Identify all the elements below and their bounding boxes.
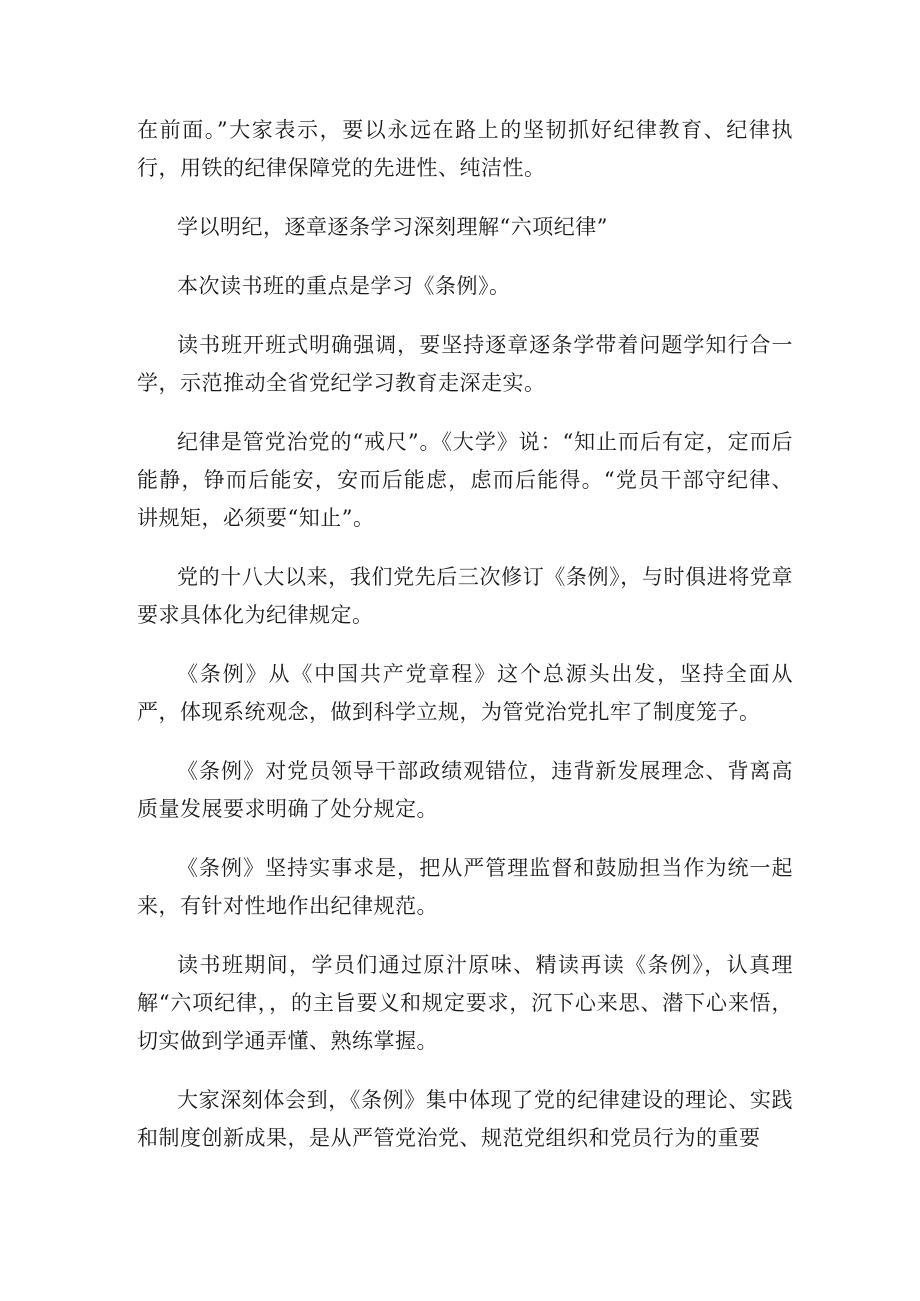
paragraph: 读书班期间，学员们通过原汁原味、精读再读《条例》，认真理解“六项纪律，，的主旨要义和规定要求，沉下心来思、潜下心来悟，切实做到学通弄懂、熟练掌握。 — [137, 953, 793, 1053]
paragraph-continuation: 在前面。”大家表示，要以永远在路上的坚韧抓好纪律教育、纪律执行，用铁的纪律保障党的先进性、纯洁性。 — [137, 118, 793, 180]
paragraph: 大家深刻体会到，《条例》集中体现了党的纪律建设的理论、实践和制度创新成果，是从严管党治党、规范党组织和党员行为的重要 — [137, 1088, 793, 1150]
paragraph: 《条例》坚持实事求是，把从严管理监督和鼓励担当作为统一起来，有针对性地作出纪律规范。 — [137, 856, 793, 918]
paragraph: 读书班开班式明确强调，要坚持逐章逐条学带着问题学知行合一学，示范推动全省党纪学习教育走深走实。 — [137, 333, 793, 395]
paragraph: 《条例》从《中国共产党章程》这个总源头出发，坚持全面从严，体现系统观念，做到科学立规，为管党治党扎牢了制度笼子。 — [137, 662, 793, 724]
paragraph: 本次读书班的重点是学习《条例》。 — [177, 274, 511, 298]
paragraph: 《条例》对党员领导干部政绩观错位，违背新发展理念、背离高质量发展要求明确了处分规定。 — [137, 759, 793, 821]
document-body — [137, 111, 793, 1178]
paragraph: 纪律是管党治党的“戒尺”。《大学》说：“知止而后有定，定而后能静，铮而后能安，安而后能虑，虑而后能得。“党员干部守纪律、讲规矩，必须要“知止”。 — [137, 430, 793, 530]
paragraph: 党的十八大以来，我们党先后三次修订《条例》，与时俱进将党章要求具体化为纪律规定。 — [137, 565, 793, 627]
section-heading: 学以明纪，逐章逐条学习深刻理解“六项纪律” — [177, 215, 608, 239]
